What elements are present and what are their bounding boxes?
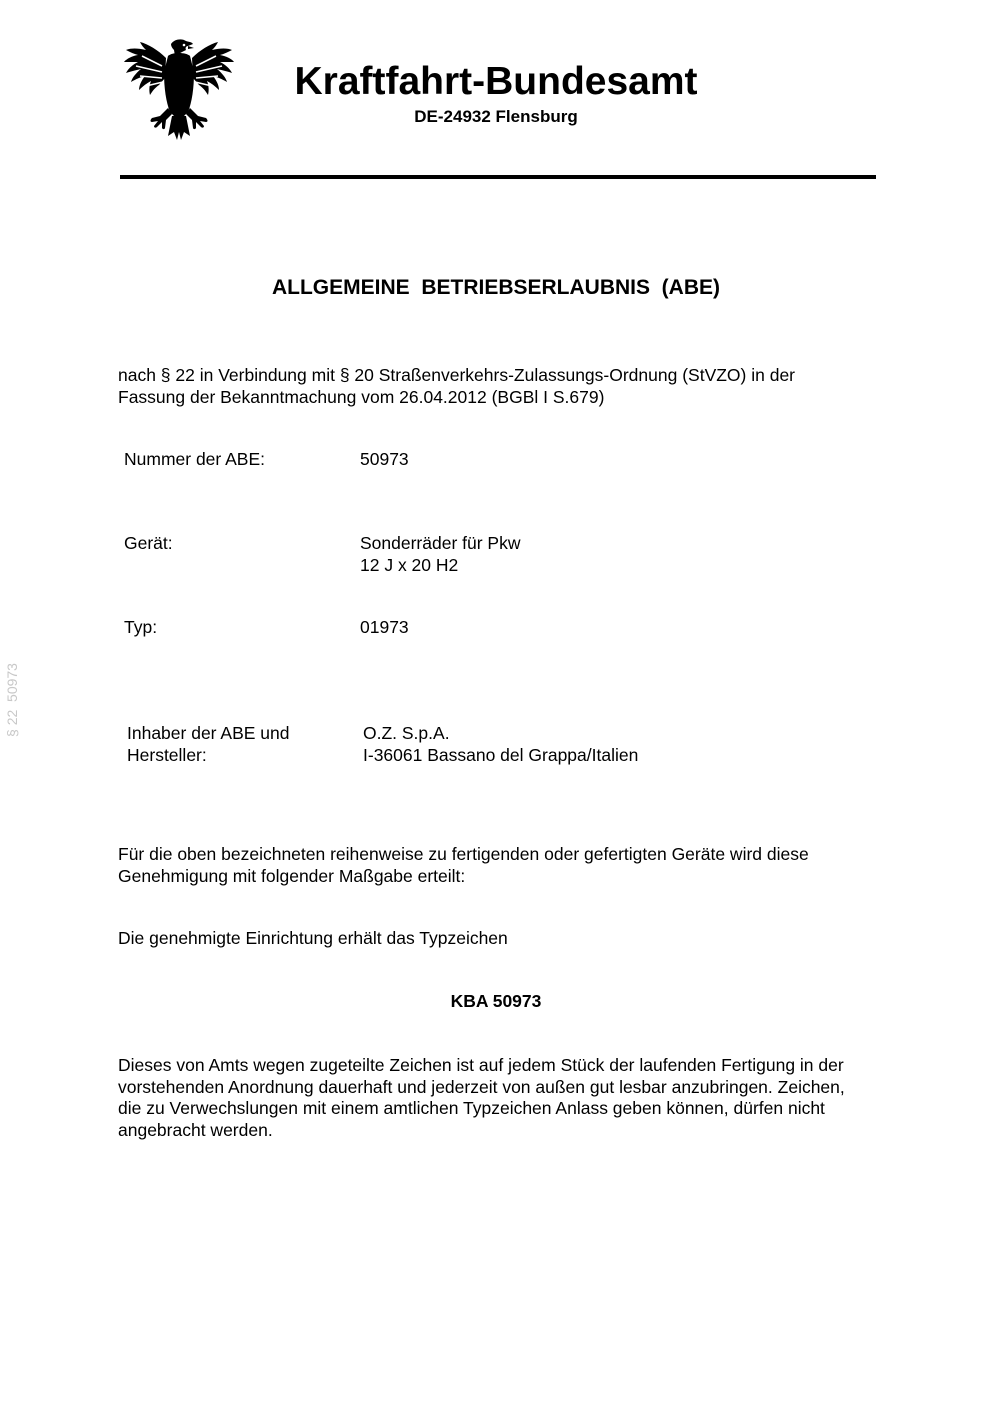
type-label: Typ: [124,617,158,637]
abe-number-label: Nummer der ABE: [124,449,266,469]
agency-name: Kraftfahrt-Bundesamt [294,60,698,103]
holder-label: Inhaber der ABE und Hersteller: [127,723,290,765]
agency-address: DE-24932 Flensburg [414,107,578,126]
type-mark: KBA 50973 [450,991,542,1011]
document-title: ALLGEMEINE BETRIEBSERLAUBNIS (ABE) [271,276,720,299]
federal-eagle-icon [122,36,236,142]
abe-number-value: 50973 [360,449,409,469]
device-value: Sonderräder für Pkw 12 J x 20 H2 [360,533,521,575]
device-label: Gerät: [124,533,173,553]
header-divider [120,175,876,179]
side-margin-note: § 22 50973 [4,663,20,737]
legal-basis-paragraph: nach § 22 in Verbindung mit § 20 Straßenverkehrs-Zulassungs-Ordnung (StVZO) in der Fassung der Bekanntmachung vom 26.04.2012 (BGBl I S.679) [118,365,796,407]
type-value: 01973 [360,617,409,637]
type-mark-intro: Die genehmigte Einrichtung erhält das Typzeichen [118,928,508,948]
holder-value: O.Z. S.p.A. I-36061 Bassano del Grappa/Italien [363,723,639,765]
approval-paragraph: Für die oben bezeichneten reihenweise zu fertigenden oder gefertigten Geräte wird diese Genehmigung mit folgender Maßgabe erteilt: [118,844,809,886]
marking-notice-paragraph: Dieses von Amts wegen zugeteilte Zeichen ist auf jedem Stück der laufenden Fertigung in der vorstehenden Anordnung dauerhaft und jederzeit von außen gut lesbar anzubringen. Zeichen, die zu Verwechslungen mit einem amtlichen Typzeichen Anlass geben können, dürfen nicht angebracht werden. [118,1055,845,1140]
